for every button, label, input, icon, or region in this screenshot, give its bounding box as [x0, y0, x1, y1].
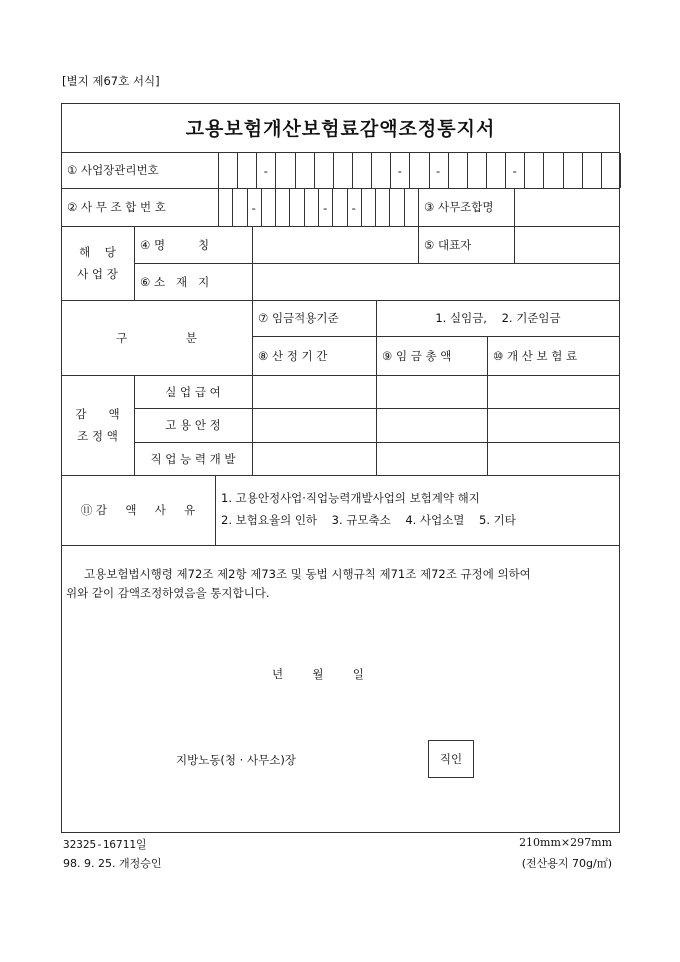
- amount-field[interactable]: [253, 376, 376, 408]
- digit-box[interactable]: [582, 153, 602, 188]
- separator-dash: -: [247, 189, 262, 226]
- reason-options-2-5[interactable]: 2. 보험요율의 인하 3. 규모축소 4. 사업소멸 5. 기타: [221, 513, 516, 527]
- digit-box[interactable]: [304, 189, 319, 226]
- digit-box[interactable]: [389, 189, 404, 226]
- digit-box[interactable]: [524, 153, 544, 188]
- amount-field[interactable]: [488, 409, 619, 442]
- date-line: 년 월 일: [272, 667, 364, 681]
- workplace-label: 해 당 사 업 장: [77, 245, 118, 281]
- amount-field[interactable]: [253, 443, 376, 475]
- digit-box[interactable]: [218, 189, 233, 226]
- digit-box[interactable]: [467, 153, 487, 188]
- wage-basis-label: ⑦ 임금적용기준: [258, 311, 339, 325]
- digit-box[interactable]: [237, 153, 257, 188]
- divider: [215, 475, 216, 545]
- paper-size: 210mm×297mm: [519, 836, 612, 849]
- digit-box[interactable]: [371, 153, 391, 188]
- separator-dash: -: [505, 153, 525, 188]
- form-number: [별지 제67호 서식]: [62, 74, 160, 88]
- amount-field[interactable]: [488, 443, 619, 475]
- digit-box[interactable]: [486, 153, 506, 188]
- name-field[interactable]: [253, 227, 418, 263]
- digit-box[interactable]: [543, 153, 563, 188]
- official-seal-box: [428, 740, 474, 778]
- notice-text-line2: 위와 같이 감액조정하였음을 통지합니다.: [66, 586, 270, 600]
- amount-field[interactable]: [377, 443, 487, 475]
- wage-basis-options[interactable]: 1. 실임금, 2. 기준임금: [435, 311, 561, 325]
- separator-dash: -: [256, 153, 276, 188]
- representative-field[interactable]: [515, 227, 619, 263]
- digit-box[interactable]: [295, 153, 315, 188]
- classification-label: 구 분: [116, 330, 197, 345]
- digit-box[interactable]: [375, 189, 390, 226]
- separator-dash: -: [390, 153, 410, 188]
- separator-dash: -: [429, 153, 449, 188]
- digit-box[interactable]: [448, 153, 468, 188]
- agency-name-label: ③ 사무조합명: [424, 200, 494, 214]
- amount-field[interactable]: [488, 376, 619, 408]
- digit-box[interactable]: [563, 153, 583, 188]
- amount-field[interactable]: [253, 409, 376, 442]
- amount-field[interactable]: [377, 409, 487, 442]
- location-label: ⑥ 소 재 지: [140, 274, 210, 289]
- notice-text-line1: 고용보험법시행령 제72조 제2항 제73조 및 동법 시행규칙 제71조 제72조 규정에 의하여: [84, 567, 531, 581]
- approval-date: 98. 9. 25. 개정승인: [63, 857, 162, 870]
- divider: [61, 545, 620, 546]
- digit-box[interactable]: [404, 189, 419, 226]
- agency-name-field[interactable]: [515, 189, 619, 226]
- adjustment-row-unemployment: 실 업 급 여: [165, 384, 221, 399]
- adjustment-label: 감 액 조 정 액: [75, 407, 120, 443]
- digit-box[interactable]: [333, 153, 353, 188]
- paper-spec: (전산용지 70g/㎡): [521, 857, 612, 870]
- digit-box[interactable]: [289, 189, 304, 226]
- adjustment-row-vocational-development: 직 업 능 력 개 발: [150, 451, 236, 466]
- seal-label: 직인: [439, 752, 463, 766]
- representative-label: ⑤ 대표자: [424, 237, 472, 252]
- reason-option-1[interactable]: 1. 고용안정사업·직업능력개발사업의 보험계약 해지: [221, 491, 480, 505]
- form-code: 32325-16711일: [63, 838, 147, 851]
- agency-no-label: ② 사 무 조 합 번 호: [67, 200, 166, 214]
- signer: 지방노동(청 · 사무소)장: [176, 753, 296, 767]
- total-wage-header: ⑨ 임 금 총 액: [382, 348, 452, 363]
- digit-box[interactable]: [361, 189, 376, 226]
- digit-box[interactable]: [275, 153, 295, 188]
- digit-box[interactable]: [275, 189, 290, 226]
- workplace-mgmt-no-label: ① 사업장관리번호: [67, 163, 159, 177]
- digit-box[interactable]: [352, 153, 372, 188]
- name-label: ④ 명 칭: [140, 237, 210, 252]
- digit-box[interactable]: [218, 153, 238, 188]
- digit-box[interactable]: [314, 153, 334, 188]
- premium-header: ⑩ 개 산 보 험 료: [493, 348, 578, 363]
- adjustment-row-employment-stability: 고 용 안 정: [165, 418, 221, 432]
- digit-box[interactable]: [261, 189, 276, 226]
- separator-dash: -: [318, 189, 333, 226]
- period-header: ⑧ 산 정 기 간: [258, 348, 328, 363]
- location-field[interactable]: [253, 264, 619, 300]
- digit-box[interactable]: [232, 189, 247, 226]
- amount-field[interactable]: [377, 376, 487, 408]
- digit-box[interactable]: [332, 189, 347, 226]
- digit-box[interactable]: [601, 153, 621, 188]
- page-title: 고용보험개산보험료감액조정통지서: [185, 118, 496, 140]
- separator-dash: -: [347, 189, 362, 226]
- reason-label: ⑪ 감 액 사 유: [80, 503, 196, 517]
- digit-box[interactable]: [409, 153, 429, 188]
